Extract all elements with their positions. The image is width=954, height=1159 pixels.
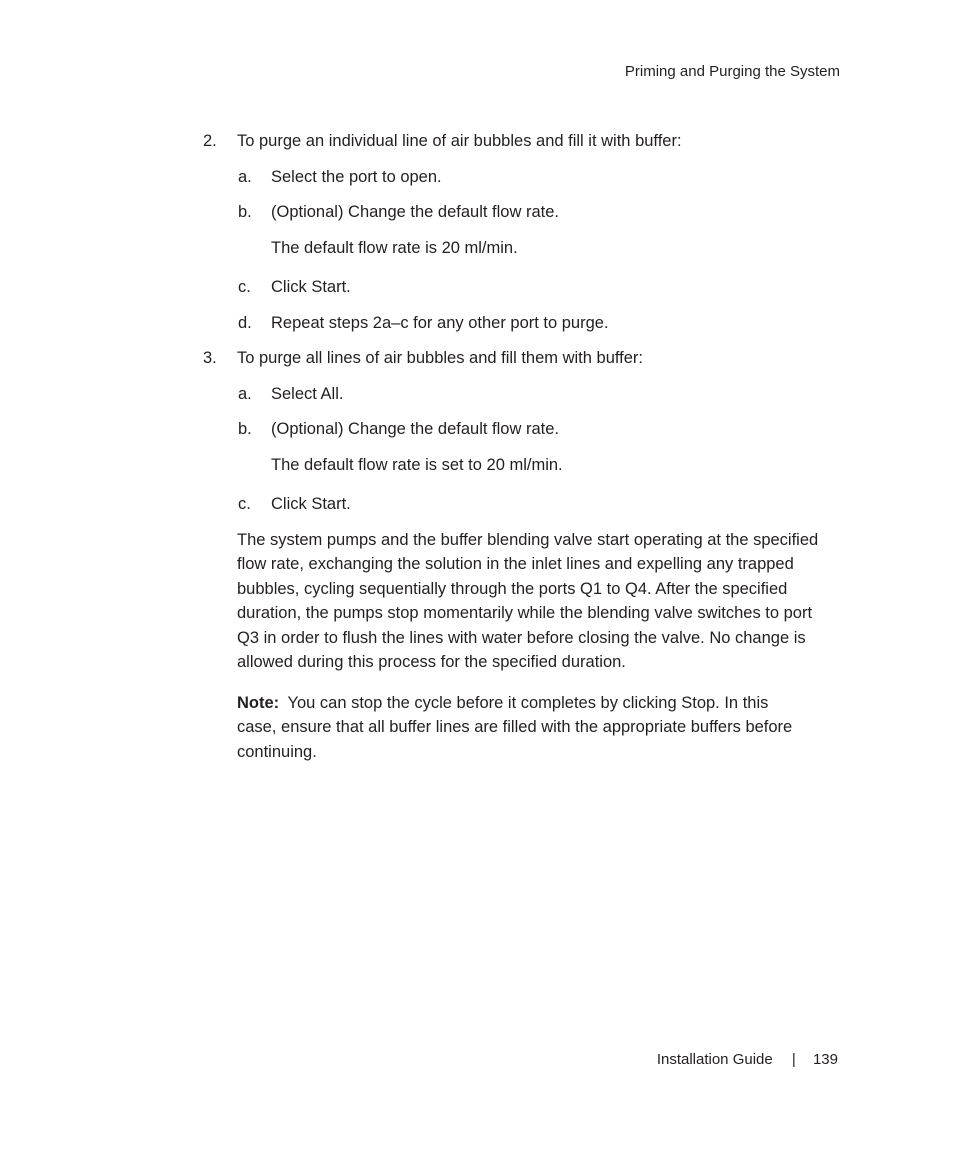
step-2 — [203, 129, 843, 154]
substep-2b-note: The default flow rate is 20 ml/min. — [271, 238, 518, 257]
footer-separator: | — [791, 1051, 796, 1068]
guide-title: Installation Guide — [656, 1051, 773, 1068]
note-label: Note: — [237, 693, 280, 712]
substep-letter: c. — [238, 495, 251, 513]
substep-letter: b. — [238, 420, 252, 438]
substep-letter: c. — [238, 278, 251, 296]
step-number: 3. — [203, 349, 217, 367]
substep-letter: a. — [238, 384, 252, 403]
substep-3c — [203, 492, 843, 517]
substep-text: (Optional) Change the default flow rate. — [271, 420, 560, 438]
substep-letter: d. — [238, 313, 252, 332]
substep-text: Repeat steps 2a–c for any other port to purge. — [271, 313, 609, 332]
note-block — [203, 691, 807, 765]
step-text: To purge all lines of air bubbles and fill them with buffer: — [237, 349, 644, 367]
substep-3a — [203, 382, 843, 407]
step-3 — [203, 346, 843, 371]
description-paragraph: The system pumps and the buffer blending valve start operating at the specified flow rate, exchanging the solution in the inlet lines and expelling any trapped bubbles, cycling sequentially through the ports Q1 to Q4. After the specified duration, the pumps stop momentarily while the blending valve switches to port Q3 in order to flush the lines with water before closing the valve. No change is allowed during this process for the specified duration. — [237, 530, 819, 671]
substep-text: Click Start. — [271, 495, 351, 513]
step-text: To purge an individual line of air bubbles and fill it with buffer: — [237, 132, 682, 150]
page-content — [203, 129, 843, 764]
page-number: 139 — [812, 1051, 838, 1068]
substep-3b-note: The default flow rate is set to 20 ml/min. — [271, 455, 563, 474]
substep-3b — [203, 417, 843, 442]
page-footer — [657, 1051, 838, 1069]
substep-2a — [203, 165, 843, 190]
substep-2c — [203, 275, 843, 300]
note-text: You can stop the cycle before it completes by clicking Stop. In this case, ensure that all buffer lines are filled with the appropriate buffers before continuing. — [237, 693, 793, 761]
substep-text: Select the port to open. — [271, 167, 442, 186]
step-number: 2. — [203, 132, 217, 150]
substep-letter: a. — [238, 167, 252, 186]
substep-2b — [203, 200, 843, 225]
running-header: Priming and Purging the System — [624, 63, 840, 80]
substep-2d — [203, 311, 843, 336]
substep-text: Select All. — [271, 384, 344, 403]
substep-text: (Optional) Change the default flow rate. — [271, 203, 560, 221]
substep-text: Click Start. — [271, 278, 351, 296]
substep-letter: b. — [238, 203, 252, 221]
